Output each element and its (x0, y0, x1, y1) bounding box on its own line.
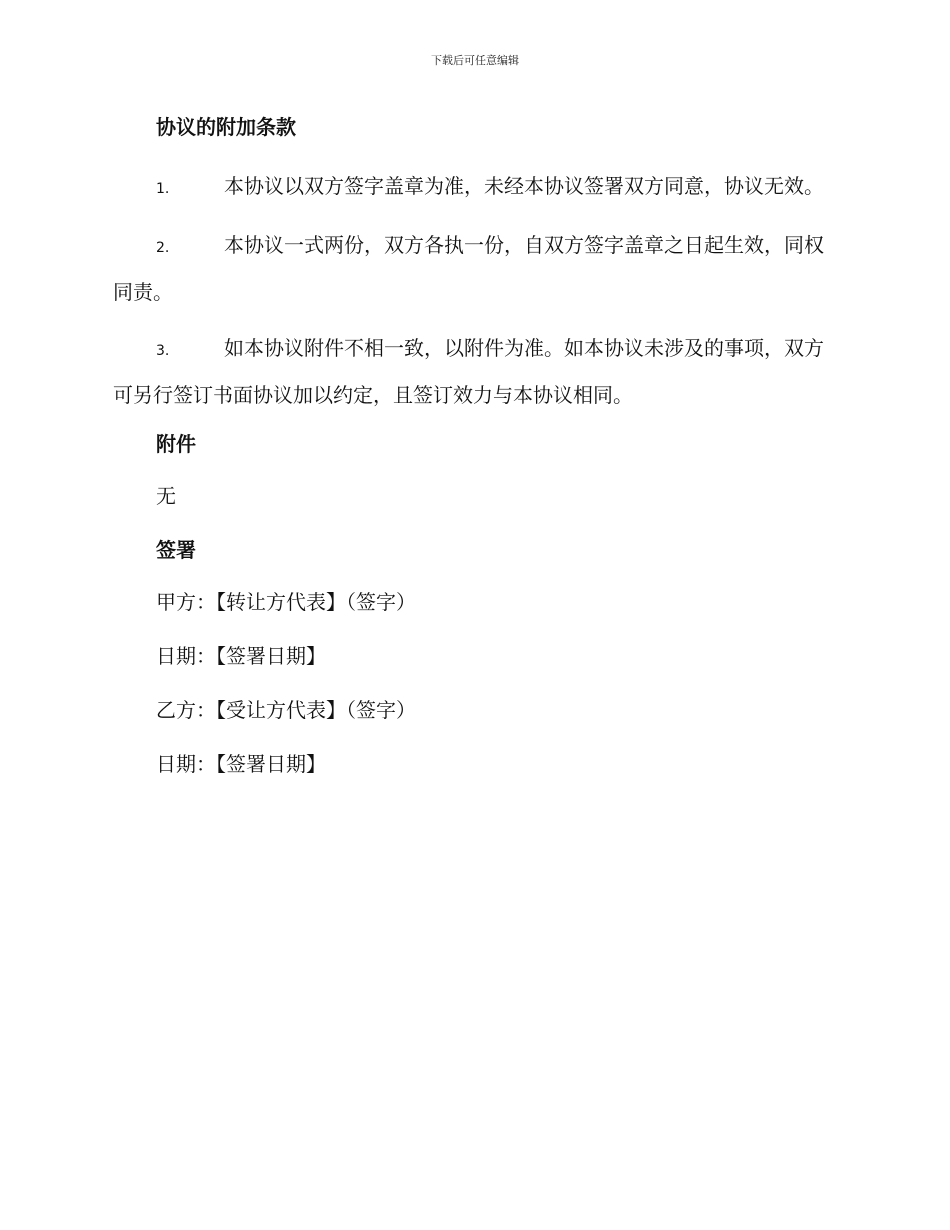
clause-text: 如本协议附件不相一致，以附件为准。如本协议未涉及的事项，双方可另行签订书面协议加以约定，且签订效力与本协议相同。 (113, 336, 824, 407)
signature-date-b: 日期：【签署日期】 (156, 752, 326, 776)
page-header: 下载后可任意编辑 (431, 54, 519, 67)
clause-number: 1. (156, 181, 170, 197)
attachment-content: 无 (156, 484, 176, 508)
section-title-attachment: 附件 (156, 432, 196, 456)
signature-date-a: 日期：【签署日期】 (156, 644, 326, 668)
section-title-signature: 签署 (156, 538, 196, 562)
clause-3 (113, 326, 838, 417)
signature-party-b: 乙方：【受让方代表】（签字） (156, 698, 416, 722)
clause-text: 本协议一式两份，双方各执一份，自双方签字盖章之日起生效，同权同责。 (113, 233, 824, 304)
clause-number: 2. (156, 240, 170, 256)
clause-2 (113, 223, 838, 314)
clause-text: 本协议以双方签字盖章为准，未经本协议签署双方同意，协议无效。 (224, 174, 824, 198)
section-title-additional-terms: 协议的附加条款 (156, 115, 296, 139)
clause-number: 3. (156, 343, 170, 359)
clause-1 (113, 164, 838, 211)
document-body (113, 112, 838, 803)
signature-party-a: 甲方：【转让方代表】（签字） (156, 590, 416, 614)
